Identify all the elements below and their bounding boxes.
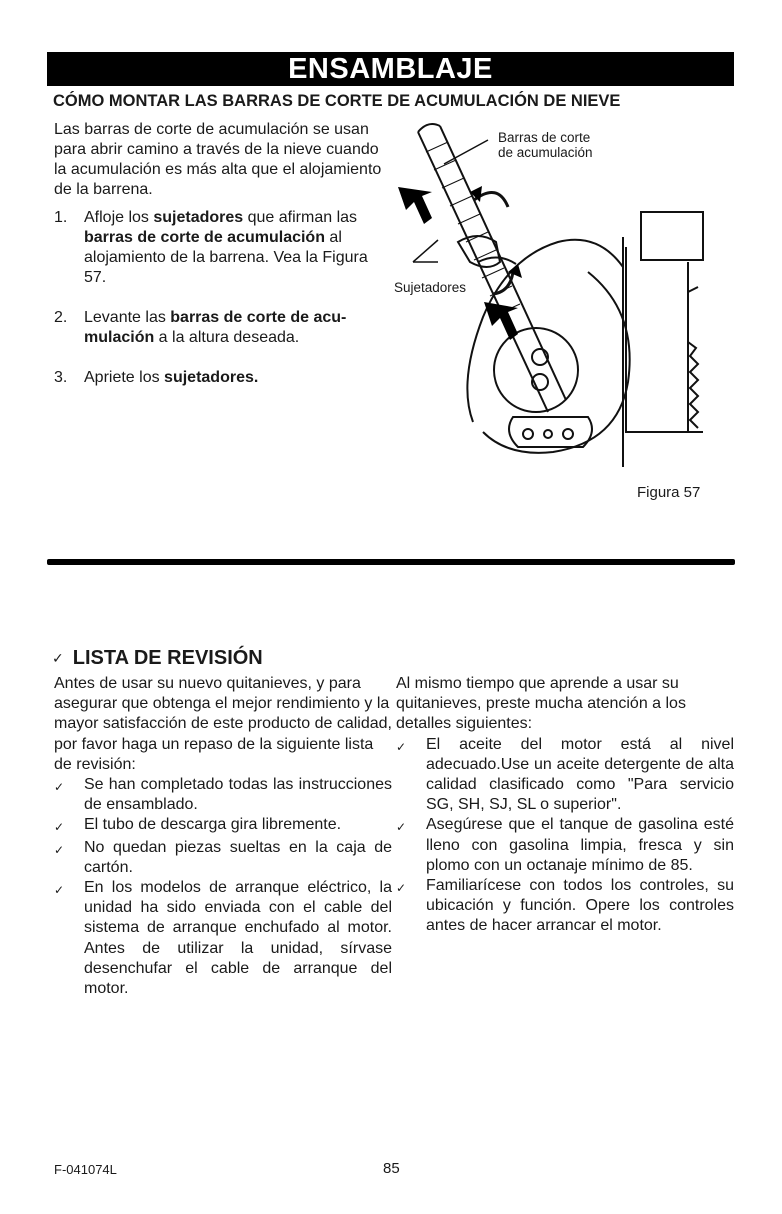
label-drift-cutter-bars: Barras de corte de acumulación xyxy=(498,130,593,160)
check-mark-icon: ✓ xyxy=(396,820,407,835)
checklist-left-column xyxy=(54,674,392,999)
step-3 xyxy=(54,368,394,388)
check-mark-icon: ✓ xyxy=(54,883,65,898)
checklist-right-intro: Al mismo tiempo que aprende a usar su quitanieves, preste mucha atención a los detalles siguientes: xyxy=(396,675,686,733)
section-divider xyxy=(47,559,735,565)
step-text: Afloje los sujetadores que afirman las barras de corte de acumulación al alojamiento de la barrena. Vea la Figura 57. xyxy=(84,209,368,286)
assembly-steps xyxy=(54,208,394,388)
checklist-right-column xyxy=(396,674,734,937)
check-mark-icon: ✓ xyxy=(54,780,65,795)
label-fasteners: Sujetadores xyxy=(394,280,467,295)
check-mark-icon: ✓ xyxy=(52,650,64,666)
list-item: ✓ El aceite del motor está al nivel adecuado.Use un aceite detergente de alta calidad clasificado como "Para servicio SG, SH, SJ, SL o superior". xyxy=(396,735,734,816)
checklist-left-intro: Antes de usar su nuevo quitanieves, y para asegurar que obtenga el mejor rendimiento y la mayor satisfacción de este producto de calidad, por favor haga un repaso de la siguiente lista de revisión: xyxy=(54,675,392,773)
snowthrower-drift-cutter-illustration xyxy=(388,112,748,492)
checklist-title: ✓ LISTA DE REVISIÓN xyxy=(52,647,263,669)
list-item: ✓ En los modelos de arranque eléctrico, la unidad ha sido enviada con el cable del sistema de arranque enchufado al motor. Antes de utilizar la unidad, sírvase desenchufar el cable de arranque del motor. xyxy=(54,878,392,999)
check-mark-icon: ✓ xyxy=(396,739,407,754)
step-1 xyxy=(54,208,394,288)
up-arrow-icon xyxy=(398,187,432,224)
figure-caption: Figura 57 xyxy=(637,484,701,501)
step-number: 3. xyxy=(54,369,68,386)
list-item: ✓ El tubo de descarga gira libremente. xyxy=(54,815,392,837)
check-mark-icon: ✓ xyxy=(396,881,407,896)
check-mark-icon: ✓ xyxy=(54,842,65,857)
assembly-intro: Las barras de corte de acumulación se usan para abrir camino a través de la nieve cuando la acumulación es más alta que el alojamiento de la barrena. xyxy=(54,121,382,198)
section-banner: ENSAMBLAJE xyxy=(47,52,734,86)
step-text: Levante las barras de corte de acu-mulación a la altura deseada. xyxy=(84,309,347,346)
check-mark-icon: ✓ xyxy=(54,820,65,835)
list-item: ✓ Familiarícese con todos los controles, su ubicación y función. Opere los controles antes de hacer arrancar el motor. xyxy=(396,876,734,937)
step-number: 2. xyxy=(54,309,68,326)
step-2 xyxy=(54,308,394,348)
step-number: 1. xyxy=(54,209,68,226)
figure-57 xyxy=(388,112,748,492)
list-item: ✓ Se han completado todas las instrucciones de ensamblado. xyxy=(54,775,392,815)
document-code: F-041074L xyxy=(54,1162,117,1177)
list-item: ✓ No quedan piezas sueltas en la caja de cartón. xyxy=(54,838,392,878)
up-arrow-icon xyxy=(484,302,518,340)
step-text: Apriete los sujetadores. xyxy=(84,369,259,386)
section-subtitle: CÓMO MONTAR LAS BARRAS DE CORTE DE ACUMULACIÓN DE NIEVE xyxy=(53,92,621,110)
page-number: 85 xyxy=(383,1160,400,1177)
list-item: ✓ Asegúrese que el tanque de gasolina esté lleno con gasolina limpia, fresca y sin plomo con un octanaje mínimo de 85. xyxy=(396,815,734,876)
